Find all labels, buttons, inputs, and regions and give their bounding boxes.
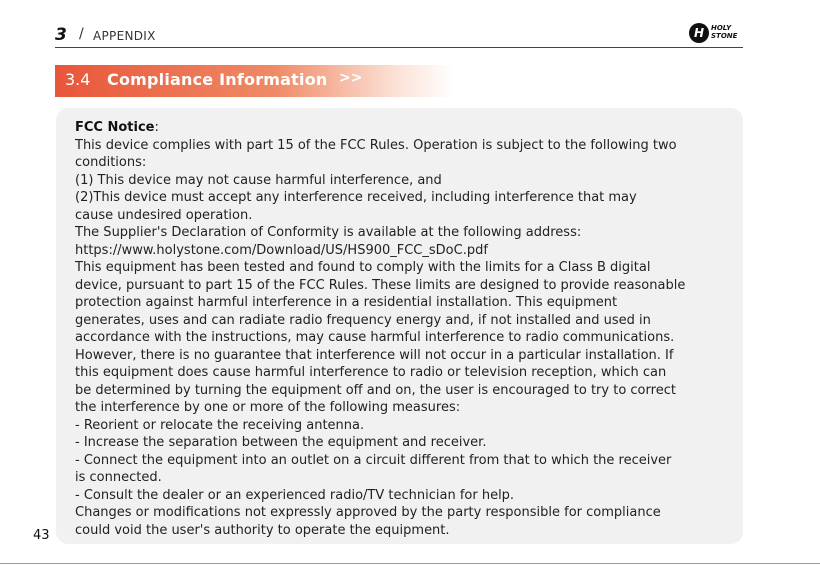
body-line: However, there is no guarantee that interference will not occur in a particular installation. If: [75, 347, 674, 363]
measure-item: - Reorient or relocate the receiving antenna.: [75, 417, 365, 433]
fcc-notice-colon: :: [154, 120, 159, 135]
body-line: (2)This device must accept any interference received, including interference that may: [75, 190, 637, 205]
logo-text-line-2: STONE: [711, 32, 738, 40]
fcc-notice-heading: [75, 119, 720, 137]
fcc-notice-label: FCC Notice: [75, 120, 155, 135]
measure-item: - Consult the dealer or an experienced radio/TV technician for help.: [75, 487, 515, 503]
body-line: protection against harmful interference in a residential installation. This equipment: [75, 295, 618, 310]
section-arrows-icon: >>: [339, 70, 363, 86]
holystone-logo: [689, 21, 743, 45]
page-number: 43: [33, 528, 50, 543]
body-line: generates, uses and can radiate radio frequency energy and, if not installed and used in: [75, 312, 651, 328]
logo-text-line-1: HOLY: [711, 24, 732, 32]
body-line: This equipment has been tested and found to comply with the limits for a Class B digital: [75, 260, 651, 275]
compliance-content-box: [56, 108, 743, 544]
body-line: The Supplier's Declaration of Conformity is available at the following address:: [75, 225, 582, 240]
body-line: Changes or modifications not expressly approved by the party responsible for compliance: [75, 505, 661, 520]
body-line: (1) This device may not cause harmful interference, and: [75, 172, 442, 188]
section-title-bar: [55, 65, 455, 97]
section-number: 3.4: [65, 70, 91, 89]
footer-divider: [0, 563, 820, 564]
body-line: this equipment does cause harmful interference to radio or television reception, which can: [75, 365, 667, 380]
body-line: device, pursuant to part 15 of the FCC Rules. These limits are designed to provide reasonable: [75, 277, 686, 293]
body-line: accordance with the instructions, may cause harmful interference to radio communications.: [75, 330, 675, 345]
body-line: conditions:: [75, 155, 147, 170]
body-line: cause undesired operation.: [75, 207, 253, 223]
body-line: is connected.: [75, 470, 162, 485]
chapter-number: 3: [55, 25, 67, 45]
chapter-separator: /: [79, 26, 84, 42]
declaration-url: https://www.holystone.com/Download/US/HS900_FCC_sDoC.pdf: [75, 242, 488, 258]
body-line: be determined by turning the equipment off and on, the user is encouraged to try to correct: [75, 382, 676, 398]
chapter-name: APPENDIX: [93, 29, 156, 43]
section-title: Compliance Information: [107, 70, 328, 89]
measure-item: - Increase the separation between the equipment and receiver.: [75, 435, 487, 450]
measure-item: - Connect the equipment into an outlet on a circuit different from that to which the receiver: [75, 452, 672, 468]
logo-mark-icon: H: [689, 23, 709, 43]
page-header: [55, 26, 743, 48]
body-line: the interference by one or more of the following measures:: [75, 400, 461, 415]
logo-wordmark: [711, 24, 737, 40]
body-line: This device complies with part 15 of the FCC Rules. Operation is subject to the following two: [75, 137, 677, 153]
body-line: could void the user's authority to operate the equipment.: [75, 522, 450, 538]
